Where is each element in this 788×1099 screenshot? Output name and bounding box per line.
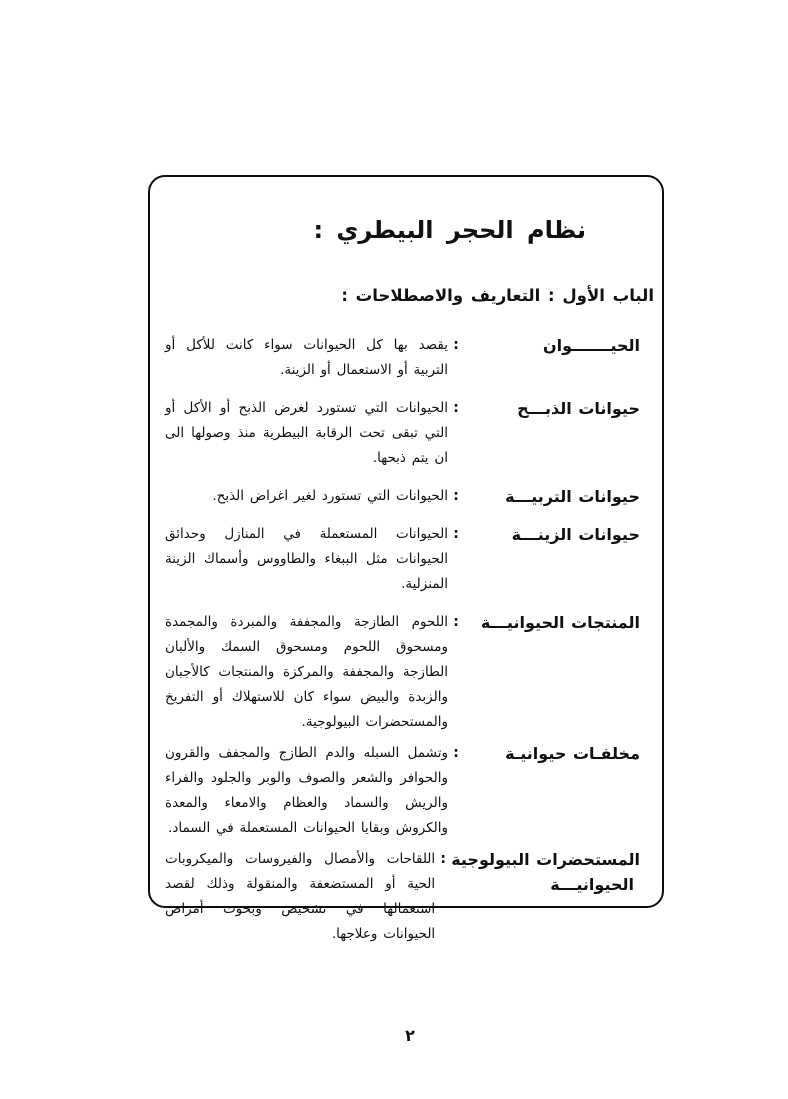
definition-row <box>165 522 640 597</box>
definition-term: حيوانات الذبـــح <box>517 399 640 418</box>
definition-term-line2: الحيوانيـــة <box>550 875 634 894</box>
definition-row <box>165 396 640 471</box>
definition-row <box>165 484 640 509</box>
definition-text: يقصد بها كل الحيوانات سواء كانت للأكل أو التربية أو الاستعمال أو الزينة. <box>165 337 448 378</box>
definition-separator: : <box>453 400 459 416</box>
definition-row <box>165 741 640 841</box>
definition-term: مخلفـات حيوانيـة <box>505 744 640 763</box>
definition-text: وتشمل السبله والدم الطازج والمجفف والقرون والحوافر والشعر والصوف والوبر والجلود والفراء والريش والسماد والعظام والامعاء والمعدة والكروش وبقايا الحيوانات المستعملة في السماد. <box>165 745 448 836</box>
definition-separator: : <box>453 488 459 504</box>
definition-row <box>165 333 640 383</box>
definition-term-line1: المستحضرات البيولوجية <box>451 850 640 869</box>
page-number: ٢ <box>405 1026 415 1045</box>
definition-separator: : <box>453 526 459 542</box>
definition-text: الحيوانات التي تستورد لغرض الذبح أو الأكل أو التي تبقى تحت الرقابة البيطرية منذ وصولها الى ان يتم ذبحها. <box>165 400 448 466</box>
definition-term: حيوانات التربيـــة <box>505 487 640 506</box>
definition-text: الحيوانات التي تستورد لغير اغراض الذبح. <box>212 488 448 504</box>
definition-term: المنتجات الحيوانيـــة <box>480 613 640 632</box>
definition-separator: : <box>453 614 459 630</box>
definition-text: الحيوانات المستعملة في المنازل وحدائق الحيوانات مثل الببغاء والطاووس وأسماك الزينة المنزلية. <box>165 526 448 592</box>
content-frame <box>148 175 664 942</box>
chapter-heading: الباب الأول : التعاريف والاصطلاحات : <box>341 286 654 305</box>
definition-row <box>165 610 640 735</box>
definition-text: اللحوم الطازجة والمجففة والمبردة والمجمدة ومسحوق اللحوم ومسحوق السمك والألبان الطازجة والمجففة والمركزة والمنتجات كالأجبان والزبدة والبيض سواء كان للاستهلاك أو التفريخ والمستحضرات البيولوجية. <box>165 614 448 730</box>
definition-term: حيوانات الزينـــة <box>511 525 640 544</box>
definition-separator: : <box>453 337 459 353</box>
definition-term: الحيـــــــوان <box>542 336 640 355</box>
definition-text: اللقاحات والأمصال والفيروسات والميكروبات الحية أو المستضعفة والمنقولة وذلك لقصد استعمالها في تشخيص وبحوث أمراض الحيوانات وعلاجها. <box>165 851 436 942</box>
definition-separator: : <box>440 851 446 867</box>
definition-row <box>165 847 640 947</box>
definitions-list <box>165 333 640 947</box>
document-title: نظام الحجر البيطري : <box>313 216 586 244</box>
definition-separator: : <box>453 745 459 761</box>
definition-term <box>451 847 640 897</box>
